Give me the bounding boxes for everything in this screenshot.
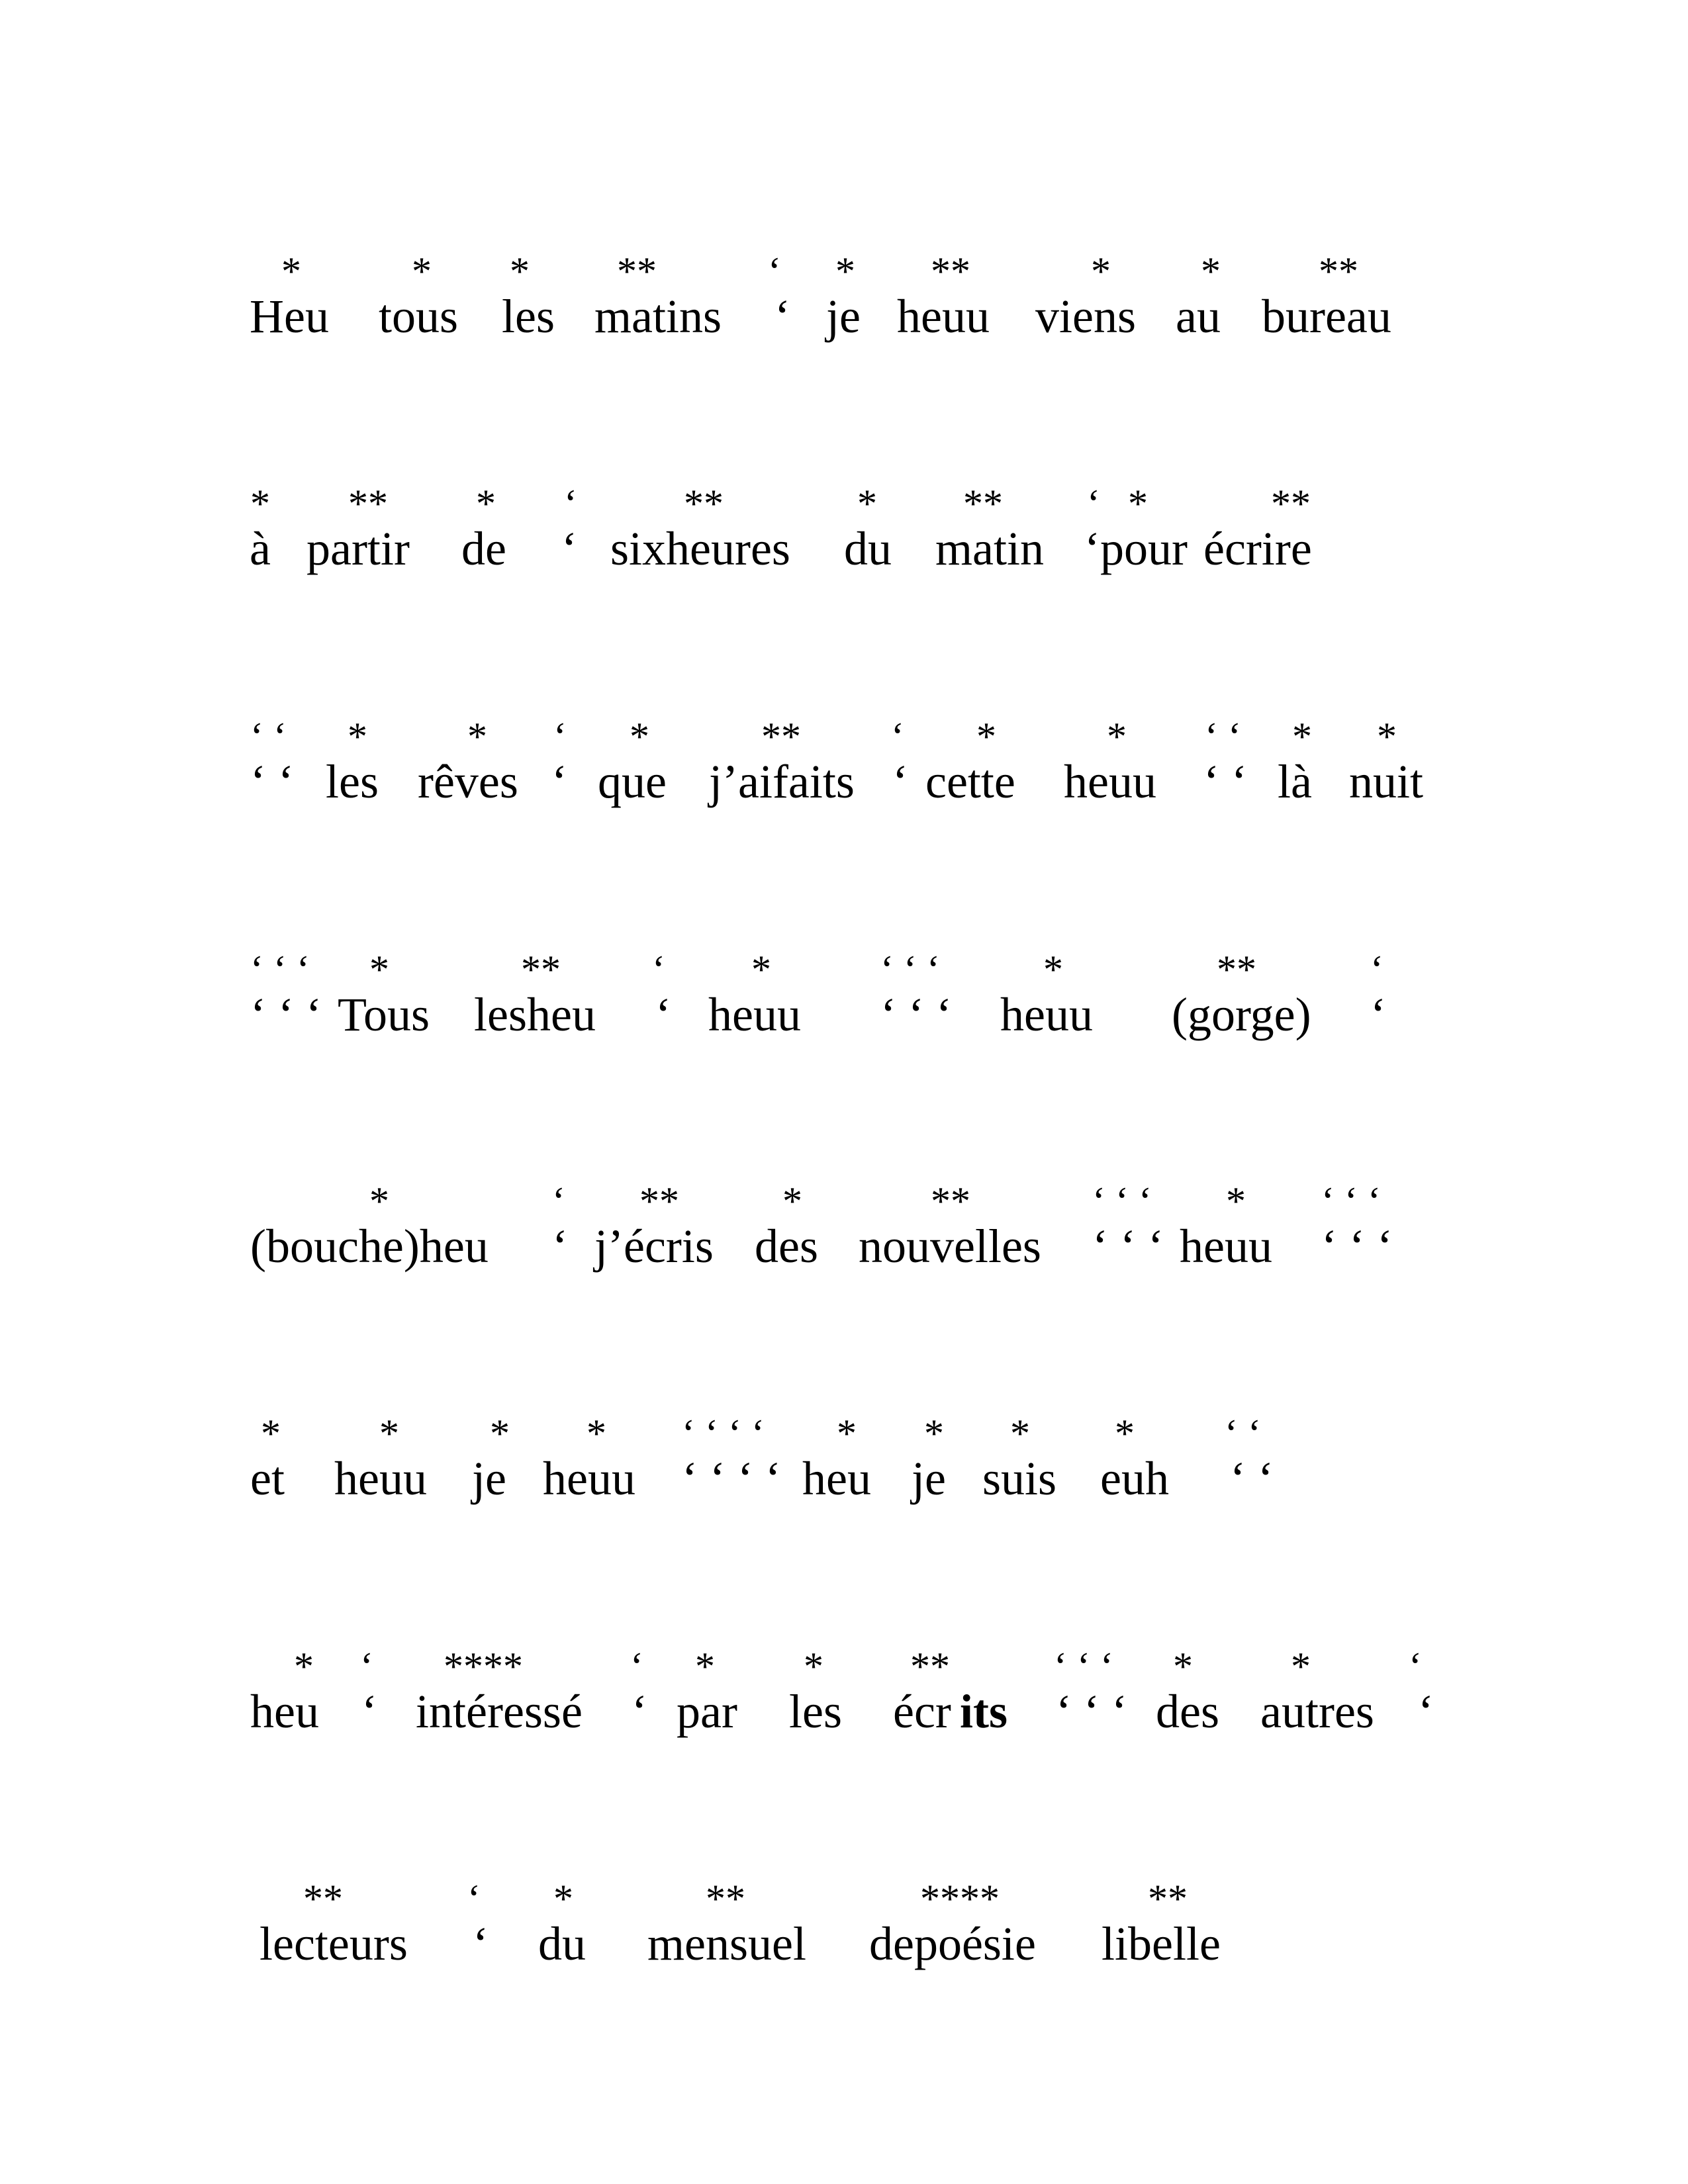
- verse-line-4: [0, 938, 1688, 1083]
- spoken-words-row: [0, 290, 1688, 359]
- mark: ‘: [360, 1645, 373, 1688]
- mark: ‘ ‘ ‘: [1054, 1645, 1113, 1688]
- word: ‘: [551, 755, 567, 808]
- word: du: [538, 1917, 586, 1970]
- spoken-words-row: [0, 522, 1688, 591]
- word: ‘ ‘ ‘ ‘: [682, 1452, 781, 1505]
- word: ‘: [655, 988, 671, 1041]
- mark: **: [1271, 482, 1311, 525]
- word: depoésie: [869, 1917, 1036, 1970]
- mark: **: [348, 482, 388, 525]
- mark: *: [1091, 250, 1111, 293]
- word: ‘ ‘ ‘: [250, 988, 322, 1041]
- mark: *: [1043, 948, 1063, 991]
- word: matins: [594, 290, 722, 343]
- word: sixheures: [610, 522, 790, 575]
- mark: *: [1226, 1179, 1246, 1223]
- mark: *: [857, 482, 877, 525]
- mark: ‘: [552, 1179, 565, 1223]
- mark: ‘: [630, 1645, 643, 1688]
- mark: *: [630, 715, 649, 758]
- mark: *: [1201, 250, 1221, 293]
- word: des: [755, 1220, 818, 1273]
- spoken-words-row: [0, 1917, 1688, 1986]
- mark: *: [837, 1412, 857, 1455]
- spoken-words-row: [0, 1452, 1688, 1521]
- mark: *: [490, 1412, 510, 1455]
- mark: *: [976, 715, 996, 758]
- mark: *: [586, 1412, 606, 1455]
- mark: *: [1128, 482, 1148, 525]
- mark: *: [553, 1877, 573, 1921]
- word: ‘: [473, 1917, 489, 1970]
- verse-line-3: [0, 705, 1688, 850]
- mark: *: [924, 1412, 944, 1455]
- word: les: [789, 1685, 842, 1738]
- word: ‘: [1370, 988, 1386, 1041]
- word: heuu: [897, 290, 990, 343]
- word: ‘ ‘: [1203, 755, 1247, 808]
- word: rêves: [418, 755, 518, 808]
- mark: ‘ ‘ ‘ ‘: [682, 1412, 765, 1455]
- word: intéressé: [416, 1685, 583, 1738]
- mark: *: [348, 715, 367, 758]
- mark: *: [695, 1645, 715, 1688]
- verse-line-1: [0, 240, 1688, 385]
- word: lesheu: [474, 988, 596, 1041]
- word: Tous: [338, 988, 430, 1041]
- word: écrire: [1203, 522, 1312, 575]
- word: là: [1278, 755, 1312, 808]
- word: ‘: [892, 755, 908, 808]
- word: et: [250, 1452, 285, 1505]
- word: mensuel: [647, 1917, 806, 1970]
- mark: ‘ ‘ ‘: [1092, 1179, 1152, 1223]
- mark: *: [476, 482, 496, 525]
- mark: ‘: [768, 250, 781, 293]
- word: heuu: [1000, 988, 1093, 1041]
- mark: **: [931, 1179, 970, 1223]
- mark: *: [369, 948, 389, 991]
- mark: ‘: [1409, 1645, 1422, 1688]
- word: écr: [893, 1685, 951, 1738]
- word: ‘: [774, 290, 790, 343]
- mark: *: [1010, 1412, 1030, 1455]
- word: par: [677, 1685, 737, 1738]
- mark: **: [521, 948, 561, 991]
- mark: *: [1292, 715, 1312, 758]
- verse-line-8: [0, 1867, 1688, 2013]
- word: des: [1156, 1685, 1219, 1738]
- word: viens: [1035, 290, 1136, 343]
- word: Heu: [250, 290, 329, 343]
- mark: ‘ ‘: [250, 715, 287, 758]
- word: ‘: [1084, 522, 1100, 575]
- word: libelle: [1102, 1917, 1221, 1970]
- word: tous: [379, 290, 459, 343]
- word: nouvelles: [859, 1220, 1041, 1273]
- mark: *: [835, 250, 855, 293]
- mark: *: [281, 250, 301, 293]
- mark: ****: [920, 1877, 1000, 1921]
- word: heuu: [708, 988, 801, 1041]
- mark: ‘: [891, 715, 904, 758]
- mark: *: [467, 715, 487, 758]
- mark: **: [963, 482, 1003, 525]
- word: cette: [925, 755, 1015, 808]
- mark: *: [1173, 1645, 1193, 1688]
- word: au: [1176, 290, 1221, 343]
- mark: ‘ ‘: [1205, 715, 1241, 758]
- word: (gorge): [1172, 988, 1311, 1041]
- word: de: [461, 522, 506, 575]
- mark: **: [303, 1877, 343, 1921]
- spoken-words-row: [0, 755, 1688, 824]
- mark: **: [639, 1179, 679, 1223]
- mark: *: [412, 250, 432, 293]
- word: heuu: [543, 1452, 635, 1505]
- verse-line-6: [0, 1402, 1688, 1547]
- word: je: [826, 290, 861, 343]
- word: euh: [1100, 1452, 1169, 1505]
- word: autres: [1260, 1685, 1374, 1738]
- mark: *: [751, 948, 771, 991]
- mark: **: [1148, 1877, 1188, 1921]
- mark: *: [250, 482, 270, 525]
- mark: *: [510, 250, 530, 293]
- spoken-words-row: [0, 1222, 1688, 1289]
- mark: **: [910, 1645, 950, 1688]
- word: bureau: [1262, 290, 1391, 343]
- word: je: [912, 1452, 946, 1505]
- word: heuu: [1180, 1220, 1272, 1273]
- spoken-words-row: [0, 1685, 1688, 1754]
- word: je: [472, 1452, 506, 1505]
- mark: *: [294, 1645, 314, 1688]
- mark: *: [1115, 1412, 1135, 1455]
- word: heu: [802, 1452, 871, 1505]
- word: ‘ ‘: [1230, 1452, 1274, 1505]
- word: heuu: [334, 1452, 427, 1505]
- word: ‘: [1418, 1685, 1434, 1738]
- verse-line-7: [0, 1635, 1688, 1780]
- mark: **: [1319, 250, 1358, 293]
- word: ‘ ‘: [250, 755, 294, 808]
- mark: ‘: [564, 482, 577, 525]
- word: j’aifaits: [709, 755, 855, 808]
- mark: ‘ ‘ ‘: [1321, 1179, 1381, 1223]
- word: nuit: [1349, 755, 1424, 808]
- word: ‘: [552, 1220, 568, 1273]
- mark: ‘ ‘: [1225, 1412, 1261, 1455]
- mark: *: [261, 1412, 281, 1455]
- mark: *: [369, 1179, 389, 1223]
- word: ‘: [361, 1685, 377, 1738]
- word: ‘: [632, 1685, 647, 1738]
- mark: **: [761, 715, 801, 758]
- word: matin: [935, 522, 1044, 575]
- mark: **: [706, 1877, 745, 1921]
- mark: ‘: [553, 715, 567, 758]
- word: ‘ ‘ ‘: [1321, 1220, 1393, 1273]
- word: à: [250, 522, 271, 575]
- verse-line-5: [0, 1169, 1688, 1315]
- word: les: [502, 290, 555, 343]
- mark: ‘: [1087, 482, 1100, 525]
- mark: ‘: [467, 1877, 481, 1921]
- spoken-words-row: [0, 988, 1688, 1057]
- word: ‘ ‘ ‘: [1056, 1685, 1127, 1738]
- word: du: [844, 522, 892, 575]
- mark: **: [931, 250, 970, 293]
- mark: ‘ ‘ ‘: [250, 948, 310, 991]
- word: j’écris: [594, 1220, 714, 1273]
- word: (bouche)heu: [250, 1220, 489, 1273]
- mark: *: [1377, 715, 1397, 758]
- mark: *: [1107, 715, 1127, 758]
- word: suis: [982, 1452, 1057, 1505]
- word: heu: [250, 1685, 319, 1738]
- word: heuu: [1064, 755, 1156, 808]
- word: que: [598, 755, 667, 808]
- mark: *: [379, 1412, 399, 1455]
- mark: **: [684, 482, 724, 525]
- mark: ‘: [652, 948, 665, 991]
- word: ‘ ‘ ‘: [880, 988, 952, 1041]
- word: les: [326, 755, 379, 808]
- mark: ‘ ‘ ‘: [880, 948, 940, 991]
- word-bold: its: [960, 1685, 1008, 1738]
- word: ‘: [561, 522, 577, 575]
- mark: *: [804, 1645, 823, 1688]
- mark: **: [1217, 948, 1256, 991]
- mark: ****: [444, 1645, 523, 1688]
- mark: *: [782, 1179, 802, 1223]
- verse-line-2: [0, 472, 1688, 617]
- word: lecteurs: [259, 1917, 408, 1970]
- word: ‘ ‘ ‘: [1092, 1220, 1164, 1273]
- mark: ‘: [1370, 948, 1383, 991]
- word: partir: [306, 522, 410, 575]
- mark: **: [617, 250, 657, 293]
- word: pour: [1100, 522, 1188, 575]
- mark: *: [1291, 1645, 1311, 1688]
